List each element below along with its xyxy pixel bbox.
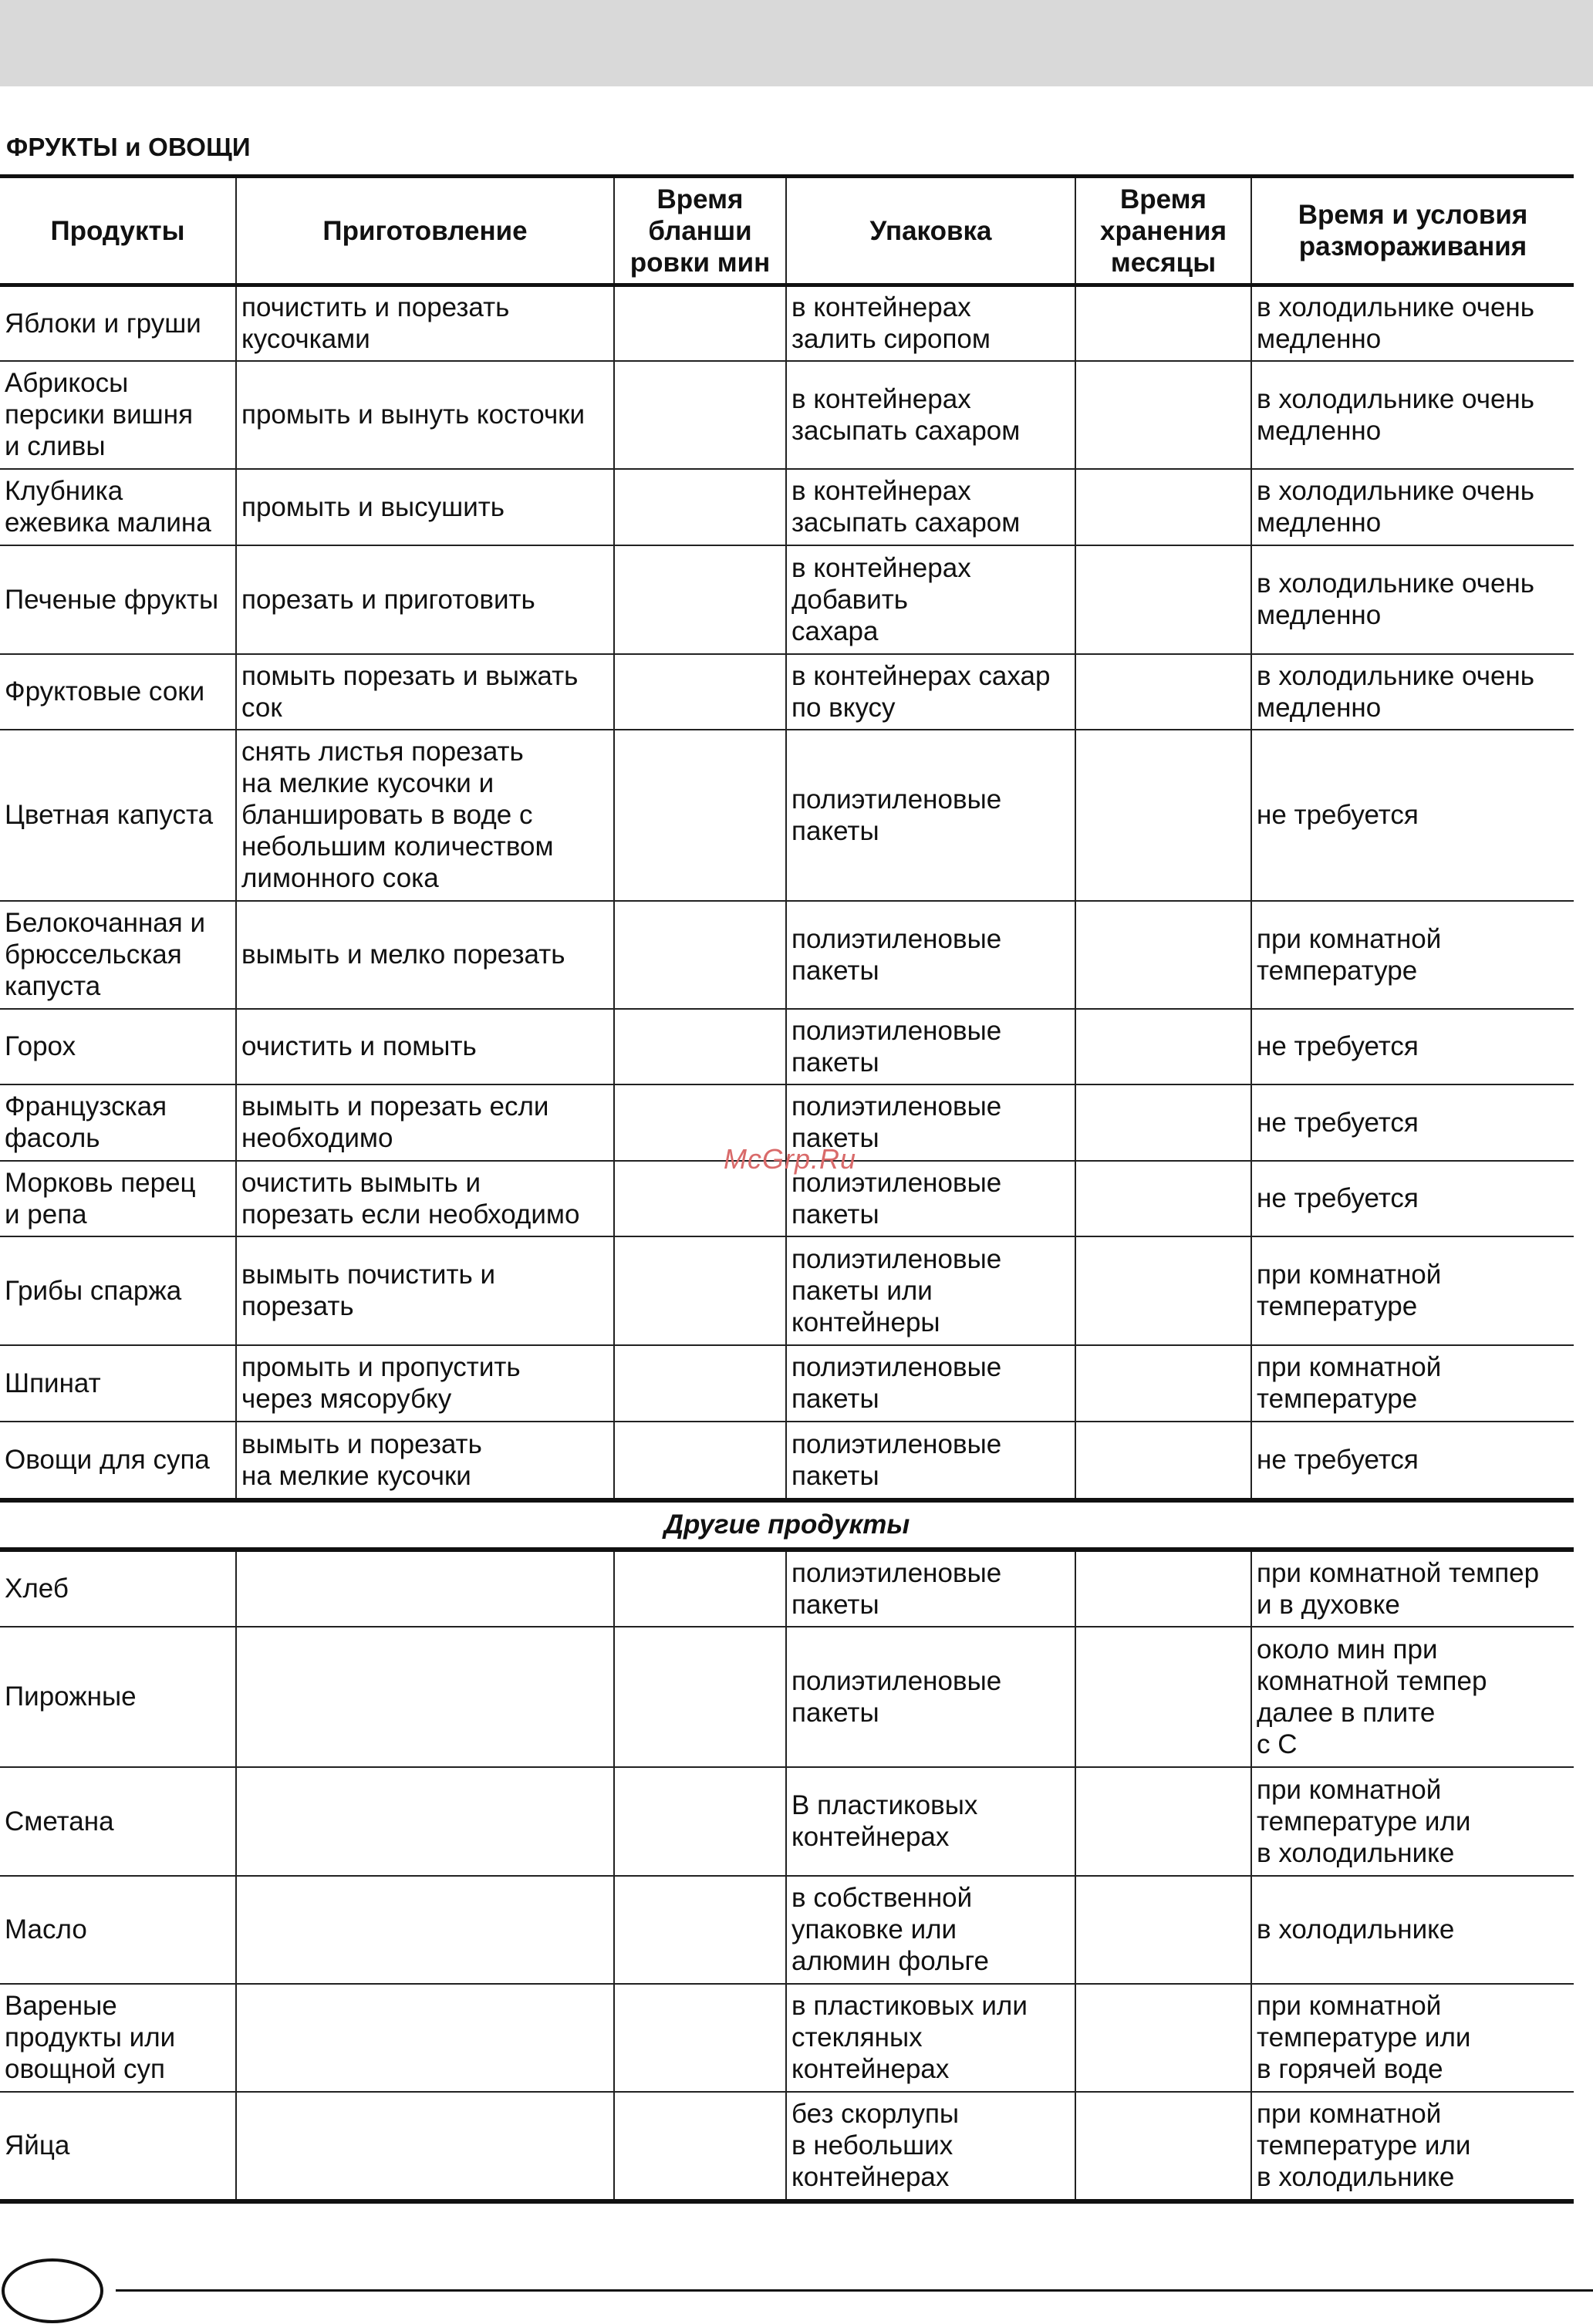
cell-blanching (614, 1550, 786, 1627)
cell-preparation: снять листья порезать на мелкие кусочки и бланшировать в воде с небольшим количеством лимонного сока (236, 730, 614, 901)
page-number-circle (2, 2258, 103, 2323)
cell-blanching (614, 545, 786, 654)
cell-storage (1075, 1084, 1251, 1161)
cell-packaging: полиэтиленовые пакеты (786, 730, 1075, 901)
table-row (0, 469, 1574, 545)
cell-packaging: полиэтиленовые пакеты (786, 1345, 1075, 1422)
cell-packaging: без скорлупы в небольших контейнерах (786, 2092, 1075, 2201)
table-row (0, 1009, 1574, 1084)
header-row (0, 177, 1574, 285)
cell-storage (1075, 1009, 1251, 1084)
cell-preparation (236, 1984, 614, 2092)
cell-thawing: в холодильнике очень медленно (1251, 654, 1574, 730)
cell-packaging: полиэтиленовые пакеты или контейнеры (786, 1236, 1075, 1345)
cell-blanching (614, 1627, 786, 1767)
cell-blanching (614, 1984, 786, 2092)
cell-preparation: вымыть и порезать на мелкие кусочки (236, 1422, 614, 1500)
cell-packaging: в собственной упаковке или алюмин фольге (786, 1876, 1075, 1984)
cell-blanching (614, 1876, 786, 1984)
cell-storage (1075, 1627, 1251, 1767)
section-title: ФРУКТЫ и ОВОЩИ (6, 133, 251, 161)
cell-packaging: полиэтиленовые пакеты (786, 1084, 1075, 1161)
cell-preparation (236, 2092, 614, 2201)
cell-product: Овощи для супа (0, 1422, 236, 1500)
table-row (0, 1236, 1574, 1345)
cell-preparation: промыть и высушить (236, 469, 614, 545)
cell-blanching (614, 1422, 786, 1500)
cell-thawing: не требуется (1251, 1161, 1574, 1236)
cell-storage (1075, 654, 1251, 730)
cell-storage (1075, 901, 1251, 1009)
cell-thawing: в холодильнике очень медленно (1251, 285, 1574, 361)
cell-preparation: помыть порезать и выжать сок (236, 654, 614, 730)
header-preparation: Приготовление (236, 177, 614, 285)
cell-storage (1075, 285, 1251, 361)
cell-thawing: в холодильнике очень медленно (1251, 545, 1574, 654)
cell-product: Фруктовые соки (0, 654, 236, 730)
table-row (0, 2092, 1574, 2201)
cell-product: Морковь перец и репа (0, 1161, 236, 1236)
cell-storage (1075, 361, 1251, 469)
cell-packaging: полиэтиленовые пакеты (786, 1422, 1075, 1500)
cell-packaging: полиэтиленовые пакеты (786, 1550, 1075, 1627)
cell-preparation: промыть и вынуть косточки (236, 361, 614, 469)
cell-preparation: вымыть и мелко порезать (236, 901, 614, 1009)
cell-product: Вареные продукты или овощной суп (0, 1984, 236, 2092)
cell-storage (1075, 1161, 1251, 1236)
cell-storage (1075, 2092, 1251, 2201)
cell-product: Печеные фрукты (0, 545, 236, 654)
cell-packaging: в пластиковых или стекляных контейнерах (786, 1984, 1075, 2092)
watermark: McGrp.Ru (724, 1143, 857, 1175)
table-row (0, 730, 1574, 901)
cell-storage (1075, 1236, 1251, 1345)
cell-packaging: полиэтиленовые пакеты (786, 1009, 1075, 1084)
cell-blanching (614, 1009, 786, 1084)
table-row (0, 1876, 1574, 1984)
header-blanching-time: Время бланши ровки мин (614, 177, 786, 285)
cell-blanching (614, 469, 786, 545)
cell-thawing: при комнатной температуре или в холодильнике (1251, 2092, 1574, 2201)
cell-preparation: почистить и порезать кусочками (236, 285, 614, 361)
cell-storage (1075, 1767, 1251, 1876)
header-band (0, 0, 1593, 86)
header-thawing: Время и условия размораживания (1251, 177, 1574, 285)
cell-blanching (614, 2092, 786, 2201)
cell-blanching (614, 1767, 786, 1876)
table-row (0, 545, 1574, 654)
table-row (0, 1767, 1574, 1876)
cell-thawing: при комнатной температуре (1251, 1345, 1574, 1422)
cell-storage (1075, 1876, 1251, 1984)
cell-storage (1075, 469, 1251, 545)
cell-product: Горох (0, 1009, 236, 1084)
header-storage-time: Время хранения месяцы (1075, 177, 1251, 285)
cell-packaging: в контейнерах сахар по вкусу (786, 654, 1075, 730)
cell-packaging: полиэтиленовые пакеты (786, 901, 1075, 1009)
table-row (0, 1984, 1574, 2092)
table-row (0, 361, 1574, 469)
cell-blanching (614, 361, 786, 469)
cell-thawing: не требуется (1251, 1422, 1574, 1500)
cell-thawing: при комнатной температуре или в холодильнике (1251, 1767, 1574, 1876)
cell-product: Абрикосы персики вишня и сливы (0, 361, 236, 469)
cell-packaging: в контейнерах засыпать сахаром (786, 469, 1075, 545)
cell-packaging: полиэтиленовые пакеты (786, 1627, 1075, 1767)
cell-thawing: при комнатной температуре (1251, 1236, 1574, 1345)
cell-product: Масло (0, 1876, 236, 1984)
cell-preparation: порезать и приготовить (236, 545, 614, 654)
cell-product: Белокочанная и брюссельская капуста (0, 901, 236, 1009)
cell-product: Цветная капуста (0, 730, 236, 901)
freezing-table (0, 174, 1574, 2204)
cell-preparation: вымыть и порезать если необходимо (236, 1084, 614, 1161)
cell-thawing: при комнатной температуре (1251, 901, 1574, 1009)
header-packaging: Упаковка (786, 177, 1075, 285)
cell-product: Шпинат (0, 1345, 236, 1422)
table-row (0, 285, 1574, 361)
cell-thawing: не требуется (1251, 1084, 1574, 1161)
cell-thawing: в холодильнике очень медленно (1251, 469, 1574, 545)
cell-storage (1075, 1984, 1251, 2092)
cell-preparation (236, 1876, 614, 1984)
cell-thawing: не требуется (1251, 730, 1574, 901)
cell-blanching (614, 654, 786, 730)
table-row (0, 654, 1574, 730)
cell-preparation (236, 1627, 614, 1767)
table-row (0, 1550, 1574, 1627)
cell-product: Яблоки и груши (0, 285, 236, 361)
cell-preparation: промыть и пропустить через мясорубку (236, 1345, 614, 1422)
cell-thawing: в холодильнике очень медленно (1251, 361, 1574, 469)
cell-thawing: не требуется (1251, 1009, 1574, 1084)
header-products: Продукты (0, 177, 236, 285)
cell-preparation (236, 1767, 614, 1876)
cell-product: Пирожные (0, 1627, 236, 1767)
cell-packaging: в контейнерах добавить сахара (786, 545, 1075, 654)
cell-thawing: при комнатной темпер и в духовке (1251, 1550, 1574, 1627)
cell-preparation: очистить и помыть (236, 1009, 614, 1084)
cell-thawing: при комнатной температуре или в горячей воде (1251, 1984, 1574, 2092)
cell-blanching (614, 1236, 786, 1345)
cell-storage (1075, 1550, 1251, 1627)
cell-packaging: полиэтиленовые пакеты (786, 1161, 1075, 1236)
table-row (0, 1422, 1574, 1500)
table-row (0, 1627, 1574, 1767)
cell-product: Клубника ежевика малина (0, 469, 236, 545)
cell-storage (1075, 545, 1251, 654)
cell-preparation: вымыть почистить и порезать (236, 1236, 614, 1345)
cell-storage (1075, 730, 1251, 901)
table-row (0, 1345, 1574, 1422)
cell-preparation (236, 1550, 614, 1627)
cell-storage (1075, 1345, 1251, 1422)
group-label: Другие продукты (0, 1500, 1574, 1550)
cell-thawing: в холодильнике (1251, 1876, 1574, 1984)
cell-product: Французская фасоль (0, 1084, 236, 1161)
cell-packaging: В пластиковых контейнерах (786, 1767, 1075, 1876)
cell-product: Сметана (0, 1767, 236, 1876)
cell-blanching (614, 1345, 786, 1422)
cell-blanching (614, 901, 786, 1009)
cell-blanching (614, 730, 786, 901)
group-row (0, 1500, 1574, 1550)
cell-product: Грибы спаржа (0, 1236, 236, 1345)
cell-blanching (614, 285, 786, 361)
cell-preparation: очистить вымыть и порезать если необходимо (236, 1161, 614, 1236)
footer-rule (116, 2289, 1593, 2292)
cell-product: Хлеб (0, 1550, 236, 1627)
cell-thawing: около мин при комнатной темпер далее в плите с С (1251, 1627, 1574, 1767)
cell-packaging: в контейнерах засыпать сахаром (786, 361, 1075, 469)
cell-packaging: в контейнерах залить сиропом (786, 285, 1075, 361)
cell-product: Яйца (0, 2092, 236, 2201)
table-row (0, 901, 1574, 1009)
cell-storage (1075, 1422, 1251, 1500)
